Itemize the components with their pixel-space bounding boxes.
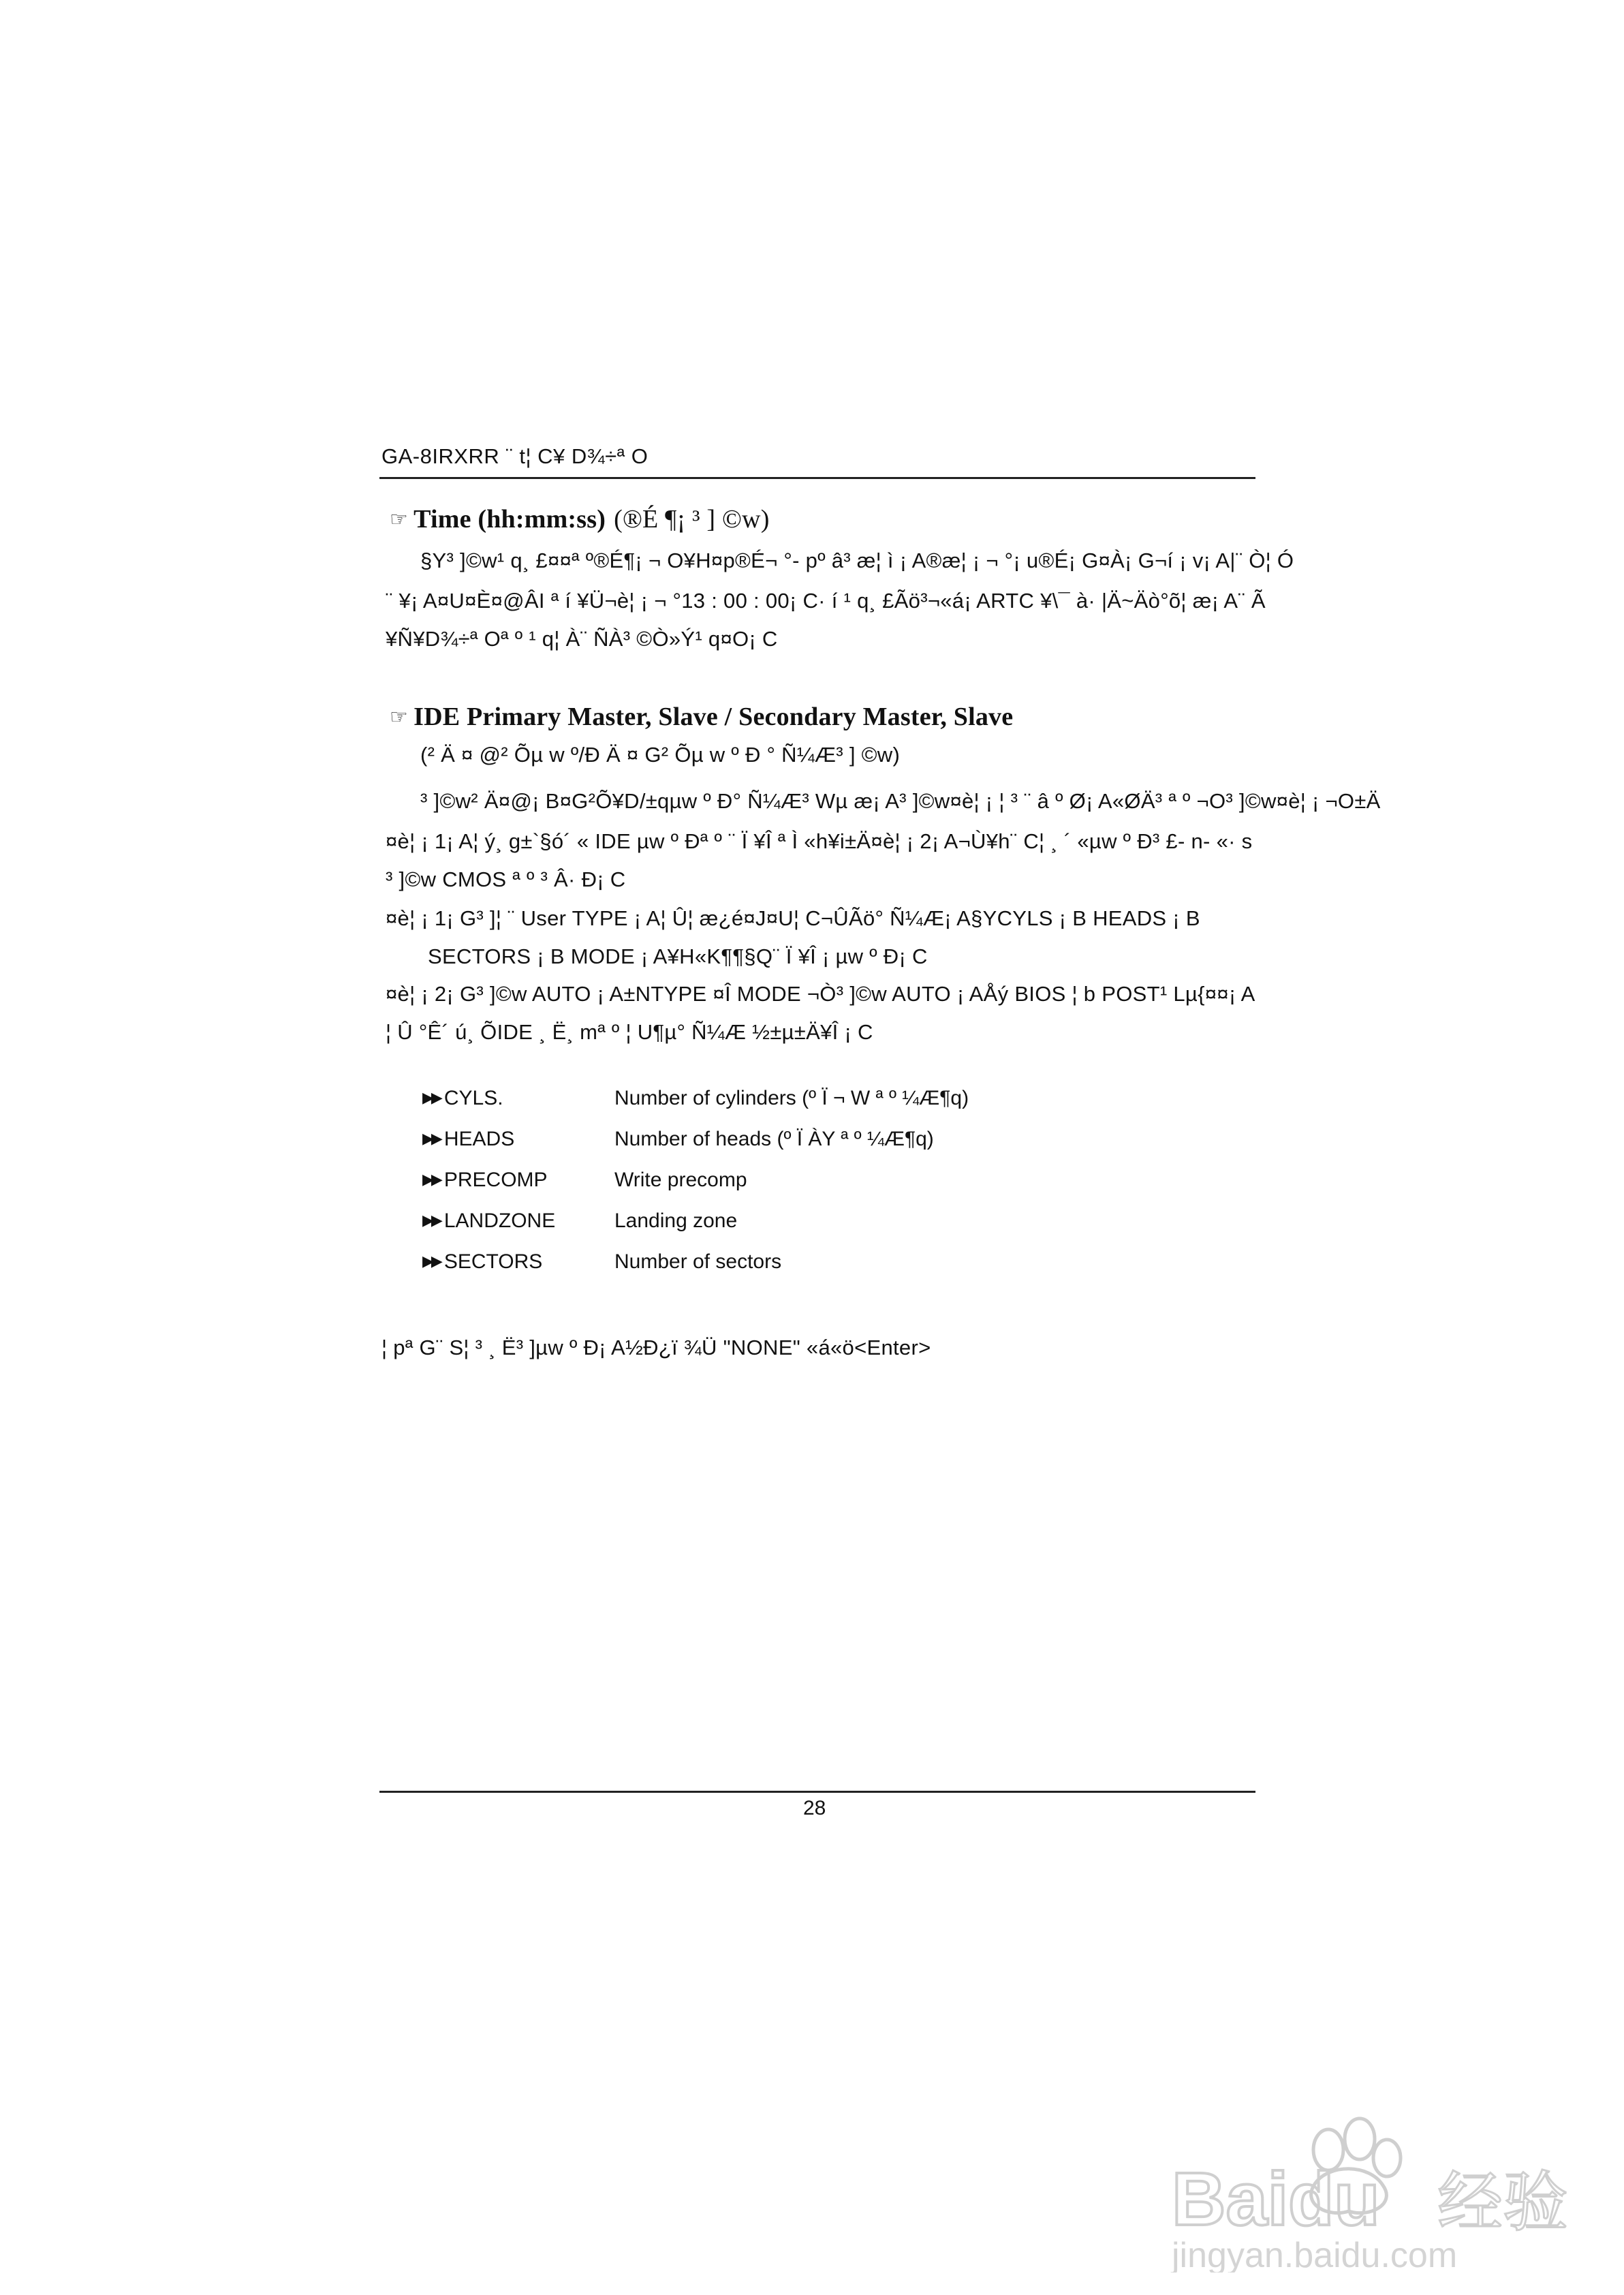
section-ide-line-3: ³ ]©w CMOS ª º ³ Â· Ð¡ C xyxy=(386,867,626,891)
section-time-line-2: ¨ ¥¡ A¤U¤È¤@ÂI ª í ¥Ü¬è¦ ¡ ¬ °13 : 00 : 00¡ C· í ¹ q¸ £Ãö³¬«á¡ ARTC ¥\¯ à· |Ä~Äò°õ¦ æ¡ A¨ Ã xyxy=(386,589,1266,613)
footer-note: ¦ pª G¨ S¦ ³ ¸ Ë³ ]µw º Ð¡ A½Ð¿ï ¾Ü "NONE" «á«ö<Enter> xyxy=(381,1336,931,1359)
section-ide-heading xyxy=(390,702,1013,732)
section-ide-title: IDE Primary Master, Slave / Secondary Master, Slave xyxy=(413,703,1014,731)
param-key: PRECOMP xyxy=(443,1169,548,1191)
watermark-url: jingyan.baidu.com xyxy=(1172,2236,1458,2273)
param-desc: Landing zone xyxy=(614,1210,738,1232)
pointing-hand-icon: ☞ xyxy=(390,705,409,728)
section-time-heading xyxy=(390,504,770,534)
section-ide-line-7: ¦ Û °Ê´ ú¸ ÕIDE ¸ Ë¸ mª º ¦ U¶µ° Ñ¼Æ ½±µ±Ä¥Î ¡ C xyxy=(386,1020,873,1044)
section-ide-subtitle: (² Ä ¤ @² Õµ w º/Ð Ä ¤ G² Õµ w º Ð ° Ñ¼Æ³ ] ©w) xyxy=(420,743,901,767)
param-desc: Number of cylinders (º Ï ¬ W ª º ¼Æ¶q) xyxy=(614,1087,969,1109)
param-desc: Number of sectors xyxy=(614,1250,782,1273)
param-desc: Write precomp xyxy=(614,1169,747,1191)
param-key: HEADS xyxy=(443,1128,515,1150)
pointing-hand-icon: ☞ xyxy=(390,508,409,531)
section-ide-line-6: ¤è¦ ¡ 2¡ G³ ]©w AUTO ¡ A±NTYPE ¤Î MODE ¬Ò³ ]©w AUTO ¡ AÅý BIOS ¦ b POST¹ Lµ{¤¤¡ A xyxy=(386,982,1255,1006)
page-header: GA-8IRXRR ¨ t¦ C¥ D¾÷ª O xyxy=(381,444,649,468)
header-rule xyxy=(379,477,1255,479)
param-desc: Number of heads (º Ï ÀY ª º ¼Æ¶q) xyxy=(614,1128,934,1150)
section-ide-line-2: ¤è¦ ¡ 1¡ A¦ ý¸ g±`§ó´ « IDE µw º Ðª º ¨ Ï ¥Î ª Ì «h¥i±Ä¤è¦ ¡ 2¡ A¬Ù¥h¨ C¦ ¸ ´ «µw º Ð³ £- n- «· s xyxy=(386,829,1253,853)
watermark-cjk: 经验 xyxy=(1437,2164,1567,2240)
param-key: LANDZONE xyxy=(443,1210,556,1232)
double-arrow-icon: ▶▶ xyxy=(422,1212,440,1229)
double-arrow-icon: ▶▶ xyxy=(422,1130,440,1147)
param-key: SECTORS xyxy=(443,1250,543,1273)
double-arrow-icon: ▶▶ xyxy=(422,1252,440,1269)
watermark-brand: Baidu xyxy=(1172,2157,1380,2241)
section-time-title: Time (hh:mm:ss) xyxy=(413,505,606,534)
section-time-subtitle: (®É ¶¡ ³ ] ©w) xyxy=(614,505,770,534)
section-ide-line-5: SECTORS ¡ B MODE ¡ A¥H«K¶¶§Q¨ Ï ¥Î ¡ µw º Ð¡ C xyxy=(428,944,928,968)
param-key: CYLS. xyxy=(443,1087,503,1109)
section-time-line-1: §Y³ ]©w¹ q¸ £¤¤ª º®É¶¡ ¬ O¥H¤p®É¬ °- pº â³ æ¦ ì ¡ A®æ¦ ¡ ¬ °¡ u®É¡ G¤À¡ G¬í ¡ v¡ A|¨ Ò¦ Ó xyxy=(420,549,1294,572)
double-arrow-icon: ▶▶ xyxy=(422,1089,440,1106)
footer-rule xyxy=(379,1791,1255,1793)
baidu-jingyan-watermark xyxy=(1144,2109,1567,2273)
double-arrow-icon: ▶▶ xyxy=(422,1171,440,1188)
section-time-line-3: ¥Ñ¥D¾÷ª Oª º ¹ q¦ À¨ ÑÀ³ ©Ò»Ý¹ q¤O¡ C xyxy=(386,627,778,651)
section-ide-line-1: ³ ]©w² Ä¤@¡ B¤G²Õ¥D/±qµw º Ð° Ñ¼Æ³ Wµ æ¡ A³ ]©w¤è¦ ¡ ¦ ³ ¨ â º Ø¡ A«ØÄ³ ª º ¬O³ ]©w¤è¦ ¡ ¬O±Ä xyxy=(420,789,1381,813)
paw-logo-icon xyxy=(1144,2109,1567,2273)
page-number: 28 xyxy=(803,1797,826,1819)
section-ide-line-4: ¤è¦ ¡ 1¡ G³ ]¦ ¨ User TYPE ¡ A¦ Û¦ æ¿é¤J¤U¦ C¬ÛÃö° Ñ¼Æ¡ A§YCYLS ¡ B HEADS ¡ B xyxy=(386,906,1200,930)
